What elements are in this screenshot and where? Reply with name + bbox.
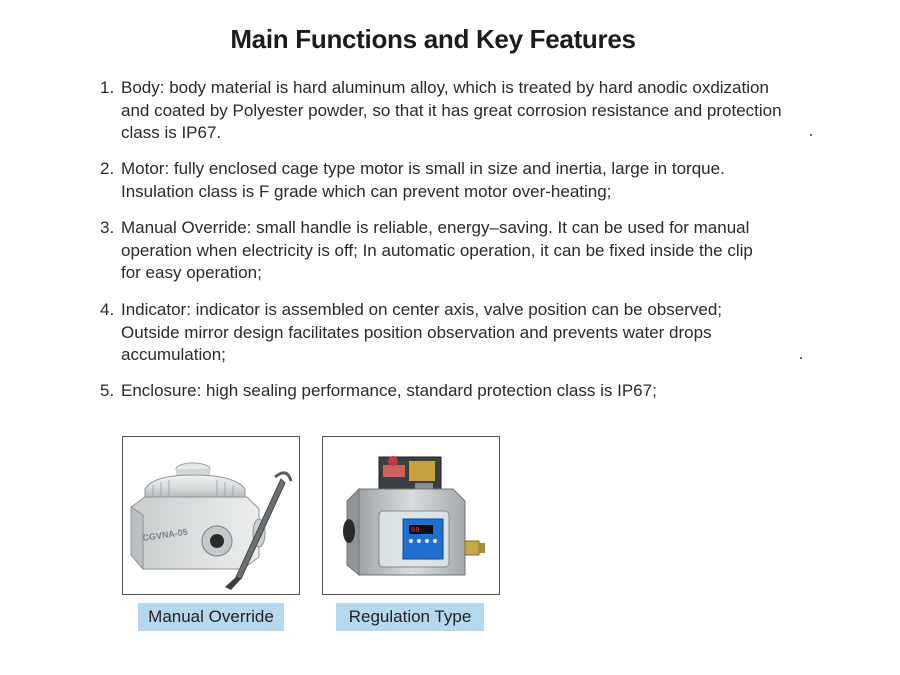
caption-manual-override: Manual Override bbox=[138, 603, 284, 631]
feature-text-line: Indicator: indicator is assembled on center axis, valve position can be observed; bbox=[121, 300, 722, 319]
feature-item-enclosure bbox=[100, 380, 820, 403]
feature-number: 2. bbox=[100, 159, 115, 178]
feature-number: 5. bbox=[100, 381, 115, 400]
feature-text-line: and coated by Polyester powder, so that it has great corrosion resistance and protection bbox=[121, 100, 782, 120]
feature-item-motor bbox=[100, 158, 820, 203]
feature-text-line: class is IP67. bbox=[121, 123, 222, 142]
feature-item-manual-override bbox=[100, 217, 820, 285]
actuator-handle-illustration bbox=[123, 437, 299, 594]
feature-item-body bbox=[100, 77, 820, 145]
feature-text-line: operation when electricity is off; In automatic operation, it can be fixed inside the clip bbox=[121, 240, 753, 260]
feature-text-line: Outside mirror design facilitates position observation and prevents water drops bbox=[121, 322, 712, 342]
feature-number: 4. bbox=[100, 300, 115, 319]
stray-dot bbox=[810, 134, 812, 136]
model-label: CGVNA-05 bbox=[141, 526, 189, 543]
feature-text-line: Body: body material is hard aluminum alloy, which is treated by hard anodic oxdization bbox=[121, 78, 769, 97]
manual-override-photo bbox=[122, 436, 300, 595]
feature-text-line: accumulation; bbox=[121, 345, 226, 364]
feature-text-line: Motor: fully enclosed cage type motor is small in size and inertia, large in torque. bbox=[121, 159, 725, 178]
feature-text-line: Enclosure: high sealing performance, standard protection class is IP67; bbox=[121, 381, 657, 400]
svg-text:88: 88 bbox=[411, 527, 420, 535]
feature-number: 1. bbox=[100, 78, 115, 97]
page-title: Main Functions and Key Features bbox=[230, 24, 636, 54]
actuator-open-illustration bbox=[323, 437, 499, 594]
feature-text-line: for easy operation; bbox=[121, 263, 262, 282]
feature-text-line: Manual Override: small handle is reliable, energy–saving. It can be used for manual bbox=[121, 218, 750, 237]
feature-text-line: Insulation class is F grade which can prevent motor over-heating; bbox=[121, 181, 612, 201]
feature-item-indicator bbox=[100, 299, 820, 367]
feature-number: 3. bbox=[100, 218, 115, 237]
caption-regulation-type: Regulation Type bbox=[336, 603, 484, 631]
regulation-type-photo bbox=[322, 436, 500, 595]
stray-dot bbox=[800, 357, 802, 359]
